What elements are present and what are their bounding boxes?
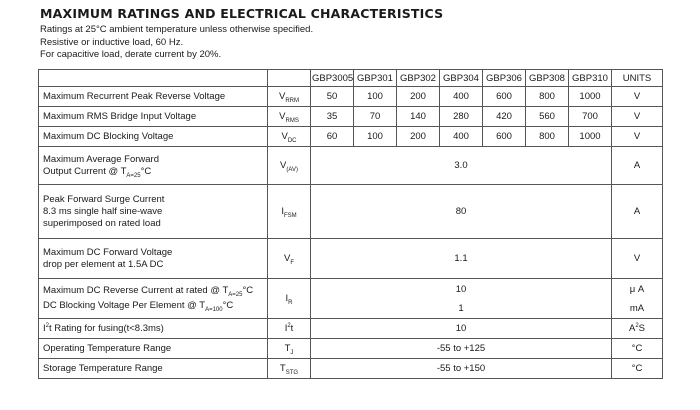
row-value: 100 (354, 87, 397, 107)
row-value: 280 (440, 107, 483, 127)
table-row (39, 147, 663, 185)
row-description: Maximum RMS Bridge Input Voltage (39, 107, 268, 127)
col-gbp302: GBP302 (397, 70, 440, 87)
row-value: 3.0 (311, 147, 612, 185)
row-unit: V (612, 107, 663, 127)
row-value: 70 (354, 107, 397, 127)
col-gbp306: GBP306 (483, 70, 526, 87)
row-value: 50 (311, 87, 354, 107)
row-value: -55 to +150 (311, 359, 612, 379)
note-capacitive: For capacitive load, derate current by 20%. (40, 49, 222, 60)
header-blank (39, 70, 268, 87)
table-row (39, 339, 663, 359)
row-description: Maximum Recurrent Peak Reverse Voltage (39, 87, 268, 107)
row-unit: V (612, 87, 663, 107)
row-description: Maximum Average Forward Output Current @ $T_{A=25}^\circ C$ (39, 147, 268, 185)
col-gbp310: GBP310 (569, 70, 612, 87)
col-gbp301: GBP301 (354, 70, 397, 87)
row-value: 400 (440, 127, 483, 147)
row-unit: A (612, 185, 663, 239)
row-value: -55 to +125 (311, 339, 612, 359)
row-description: Maximum DC Blocking Voltage (39, 127, 268, 147)
row-value: 1000 (569, 127, 612, 147)
table-row (39, 279, 663, 319)
row-description: $I^2t$ Rating for fusing(t<8.3ms) (39, 319, 268, 339)
row-value: 560 (526, 107, 569, 127)
table-row (39, 127, 663, 147)
row-value: 420 (483, 107, 526, 127)
row-value: 60 (311, 127, 354, 147)
table-row (39, 239, 663, 279)
row-symbol: $V_{RMS}$ (268, 107, 311, 127)
row-symbol: $I_R$ (268, 279, 311, 319)
row-description: Maximum DC Forward Voltage drop per element at 1.5A DC (39, 239, 268, 279)
row-description: Operating Temperature Range (39, 339, 268, 359)
row-value: 600 (483, 87, 526, 107)
col-gbp304: GBP304 (440, 70, 483, 87)
note-load: Resistive or inductive load, 60 Hz. (40, 36, 184, 48)
row-value: 200 (397, 127, 440, 147)
row-unit: μ A mA (612, 279, 663, 319)
row-value: 80 (311, 185, 612, 239)
row-symbol: $V_{RRM}$ (268, 87, 311, 107)
row-value: 800 (526, 87, 569, 107)
note-ambient: Ratings at 25°C ambient temperature unless otherwise specified. (40, 24, 314, 35)
table-row (39, 359, 663, 379)
row-value: 700 (569, 107, 612, 127)
row-unit: °C (612, 339, 663, 359)
table-header-row (39, 70, 663, 87)
header-symbol-blank (268, 70, 311, 87)
table-row (39, 319, 663, 339)
row-value: 200 (397, 87, 440, 107)
document-title: MAXIMUM RATINGS AND ELECTRICAL CHARACTERISTICS (40, 6, 444, 21)
row-symbol: $T_{STG}$ (268, 359, 311, 379)
row-unit: °C (612, 359, 663, 379)
row-symbol: $I^2t$ (268, 319, 311, 339)
row-unit: V (612, 239, 663, 279)
table-row (39, 107, 663, 127)
row-value: 10 1 (311, 279, 612, 319)
row-unit: $A^2S$ (612, 319, 663, 339)
col-gbp308: GBP308 (526, 70, 569, 87)
row-symbol: $T_J$ (268, 339, 311, 359)
row-value: 1.1 (311, 239, 612, 279)
row-value: 140 (397, 107, 440, 127)
table-row (39, 87, 663, 107)
ratings-table (38, 69, 663, 379)
row-value: 10 (311, 319, 612, 339)
row-symbol: $V_F$ (268, 239, 311, 279)
row-symbol: $V_{(AV)}$ (268, 147, 311, 185)
row-description: Storage Temperature Range (39, 359, 268, 379)
row-value: 600 (483, 127, 526, 147)
row-unit: A (612, 147, 663, 185)
col-gbp3005: GBP3005 (311, 70, 354, 87)
row-value: 800 (526, 127, 569, 147)
row-value: 100 (354, 127, 397, 147)
table-row (39, 185, 663, 239)
header (40, 6, 443, 62)
row-value: 400 (440, 87, 483, 107)
row-description: Peak Forward Surge Current 8.3 ms single half sine-wave superimposed on rated load (39, 185, 268, 239)
row-description: Maximum DC Reverse Current at rated @ $T_{A=25}^\circ C$ DC Blocking Voltage Per Element @ $T_{A=100}^\circ C$ (39, 279, 268, 319)
row-symbol: $V_{DC}$ (268, 127, 311, 147)
row-value: 35 (311, 107, 354, 127)
col-units: UNITS (612, 70, 663, 87)
row-value: 1000 (569, 87, 612, 107)
row-unit: V (612, 127, 663, 147)
row-symbol: $I_{FSM}$ (268, 185, 311, 239)
